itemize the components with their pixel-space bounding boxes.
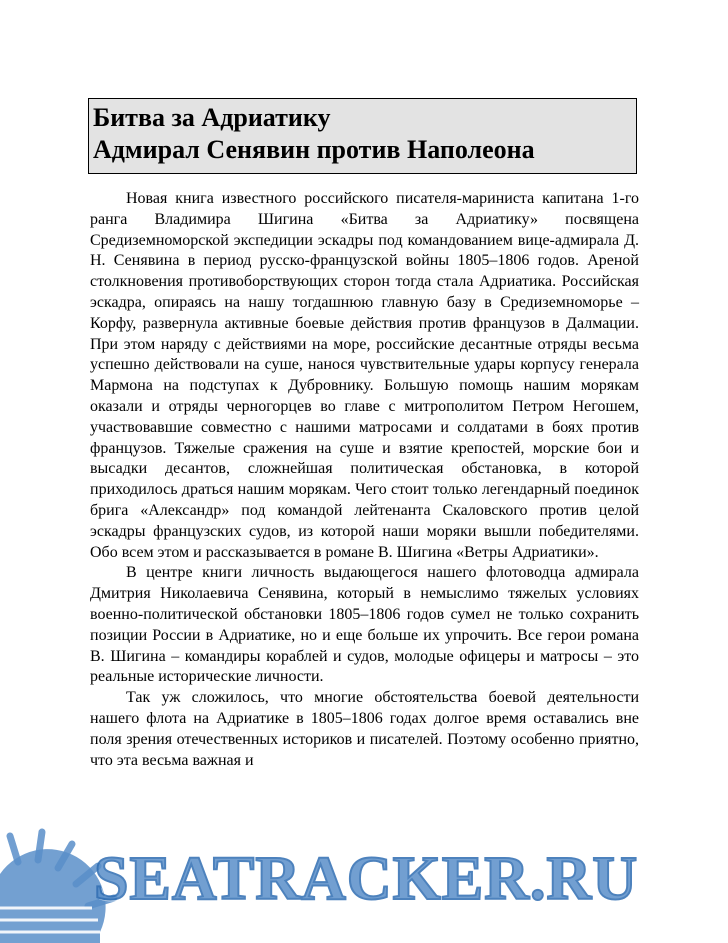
watermark-banner (0, 822, 728, 943)
watermark-text: SEATRACKER.RU (94, 845, 639, 913)
paragraph-2: В центре книги личность выдающегося нашего флотоводца адмирала Дмитрия Николаевича Сенявина, который в немыслимо тяжелых условиях военно-политической обстановки 1805–1806 годов сумел не только сохранить позиции России в Адриатике, но и еще больше их упрочить. Все герои романа В. Шигина – командиры кораблей и судов, молодые офицеры и матросы – это реальные исторические личности. (90, 564, 639, 686)
book-subtitle: Адмирал Сенявин против Наполеона (93, 135, 535, 164)
paragraph-1: Новая книга известного российского писателя-мариниста капитана 1-го ранга Владимира Шигина «Битва за Адриатику» посвящена Средиземноморской экспедиции эскадры под командованием вице-адмирала Д. Н. Сенявина в период русско-французской войны 1805–1806 годов. Ареной столкновения противоборствующих сторон тогда стала Адриатика. Российская эскадра, опираясь на нашу тогдашнюю главную базу в Средиземноморье – Корфу, развернула активные боевые действия против французов в Далмации. При этом наряду с действиями на море, российские десантные отряды весьма успешно действовали на суше, нанося чувствительные удары корпусу генерала Мармона на подступах к Дубровнику. Большую помощь нашим морякам оказали и отряды черногорцев во главе с митрополитом Петром Негошем, участвовавшие совместно с нашими матросами и солдатами в боях против французов. Тяжелые сражения на суше и взятие крепостей, морские бои и высадки десантов, сложнейшая политическая обстановка, в которой приходилось драться нашим морякам. Чего стоит только легендарный поединок брига «Александр» под командой лейтенанта Скаловского против целой эскадры французских судов, из которой наши моряки вышли победителями. Обо всем этом и рассказывается в романе В. Шигина «Ветры Адриатики». (90, 190, 639, 561)
description-text (90, 189, 639, 771)
paragraph-3: Так уж сложилось, что многие обстоятельства боевой деятельности нашего флота на Адриатике в 1805–1806 годах долгое время оставались вне поля зрения отечественных историков и писателей. Поэтому особенно приятно, что эта весьма важная и (90, 689, 639, 769)
book-title: Битва за Адриатику (93, 103, 331, 132)
title-box (88, 98, 637, 174)
